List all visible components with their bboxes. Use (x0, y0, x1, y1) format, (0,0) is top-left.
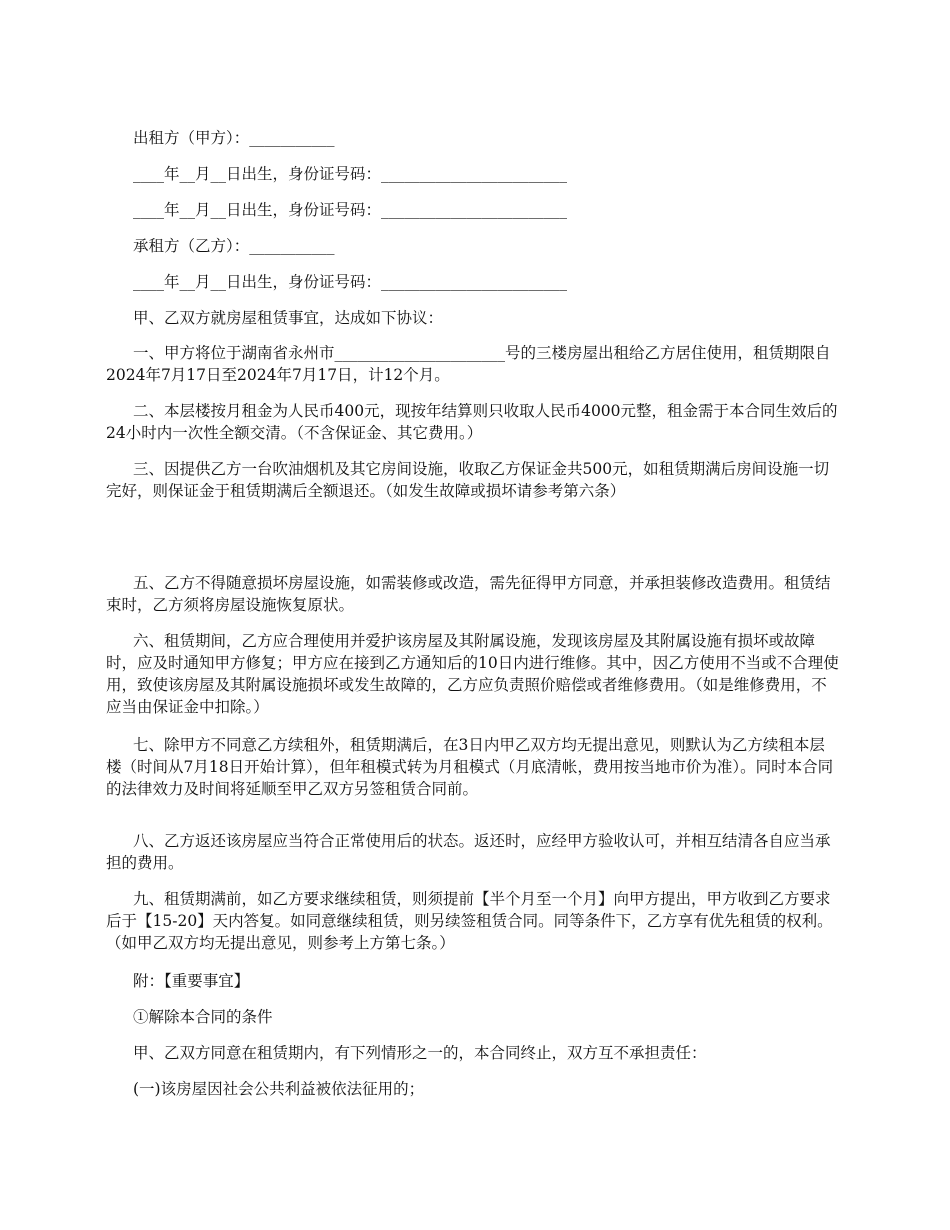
termination-item-1: (一)该房屋因社会公共利益被依法征用的； (133, 1080, 425, 1098)
lessor-birth-line-2: ____年__月__日出生，身份证号码：________________________ (133, 201, 568, 219)
clause-9: 九、租赁期满前，如乙方要求继续租赁，则须提前【半个月至一个月】向甲方提出，甲方收到乙方要求后于【15-20】天内答复。如同意继续租赁，则另续签租赁合同。同等条件下，乙方享有优先租赁的权利。（如甲乙双方均无提出意见，则参考上方第七条。） (106, 890, 833, 952)
lessee-line: 承租方（乙方）：___________ (133, 237, 335, 255)
termination-title: ①解除本合同的条件 (133, 1008, 273, 1026)
clause-8: 八、乙方返还该房屋应当符合正常使用后的状态。返还时，应经甲方验收认可，并相互结清各自应当承担的费用。 (106, 832, 831, 872)
appendix-title: 附：【重要事宜】 (133, 972, 250, 990)
intro-paragraph: 甲、乙双方就房屋租赁事宜，达成如下协议： (133, 309, 444, 327)
clause-5: 五、乙方不得随意损坏房屋设施，如需装修或改造，需先征得甲方同意，并承担装修改造费用。租赁结束时，乙方须将房屋设施恢复原状。 (106, 574, 831, 614)
clause-2: 二、本层楼按月租金为人民币400元，现按年结算则只收取人民币4000元整，租金需于本合同生效后的24小时内一次性全额交清。（不含保证金、其它费用。） (106, 402, 838, 442)
clause-1: 一、甲方将位于湖南省永州市______________________号的三楼房屋出租给乙方居住使用，租赁期限自2024年7月17日至2024年7月17日，计12个月。 (106, 344, 831, 384)
clause-7: 七、除甲方不同意乙方续租外，租赁期满后，在3日内甲乙双方均无提出意见，则默认为乙方续租本层楼（时间从7月18日开始计算），但年租模式转为月租模式（月底清帐，费用按当地市价为准）。同时本合同的法律效力及时间将延顺至甲乙双方另签租赁合同前。 (106, 736, 834, 798)
clause-6: 六、租赁期间，乙方应合理使用并爱护该房屋及其附属设施，发现该房屋及其附属设施有损坏或故障时，应及时通知甲方修复；甲方应在接到乙方通知后的10日内进行维修。其中，因乙方使用不当或不合理使用，致使该房屋及其附属设施损坏或发生故障的，乙方应负责照价赔偿或者维修费用。（如是维修费用，不应当由保证金中扣除。） (106, 632, 839, 716)
lessee-birth-line: ____年__月__日出生，身份证号码：________________________ (133, 273, 568, 291)
termination-intro: 甲、乙双方同意在租赁期内，有下列情形之一的，本合同终止，双方互不承担责任： (133, 1044, 707, 1062)
clause-3: 三、因提供乙方一台吹油烟机及其它房间设施，收取乙方保证金共500元，如租赁期满后房间设施一切完好，则保证金于租赁期满后全额退还。（如发生故障或损坏请参考第六条） (106, 460, 830, 500)
lessor-birth-line-1: ____年__月__日出生，身份证号码：________________________ (133, 165, 568, 183)
lessor-line: 出租方（甲方）：___________ (133, 129, 335, 147)
